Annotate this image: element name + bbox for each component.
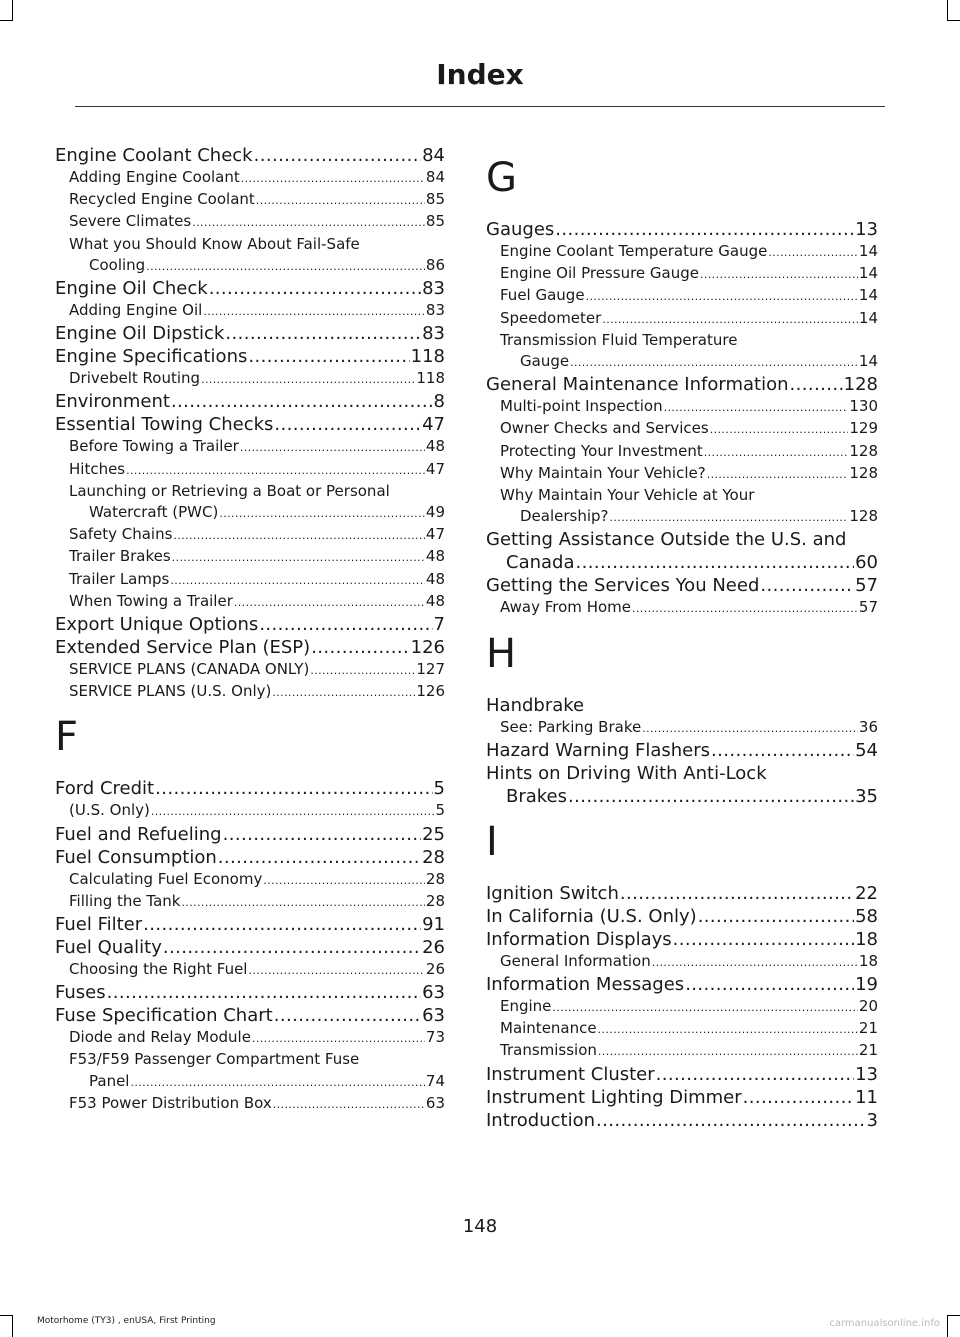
- page-reference: 84: [422, 145, 445, 166]
- page-reference: 20: [858, 997, 878, 1016]
- entry-label: Hazard Warning Flashers: [486, 739, 711, 761]
- page-reference: 129: [849, 419, 878, 438]
- entry-label: Maintenance: [500, 1019, 597, 1038]
- dot-leader: [555, 218, 854, 241]
- entry-label-continued: Dealership?: [520, 507, 609, 526]
- entry-label: SERVICE PLANS (CANADA ONLY): [69, 660, 310, 679]
- page-reference: 84: [425, 168, 445, 186]
- entry-label: Adding Engine Coolant: [69, 168, 240, 186]
- dot-leader: [656, 1063, 854, 1086]
- index-subentry-filling-the-tank[interactable]: [55, 891, 445, 913]
- entry-label: Drivebelt Routing: [69, 369, 201, 388]
- dot-leader: [642, 717, 858, 739]
- entry-label: Engine Oil Pressure Gauge: [500, 264, 699, 283]
- dot-leader: [632, 597, 858, 619]
- entry-label: Hitches: [69, 459, 126, 478]
- entry-label: F53 Power Distribution Box: [69, 1093, 272, 1112]
- page-reference: 118: [410, 346, 445, 368]
- index-subentry-f53-f59-passenger-compartment-fuse[interactable]: [55, 1049, 445, 1092]
- dot-leader: [596, 1109, 866, 1132]
- page-reference: 74: [425, 1071, 445, 1090]
- index-entry-instrument-lighting-dimmer[interactable]: [486, 1086, 878, 1109]
- index-subentry-why-maintain-your-vehicle[interactable]: [486, 463, 878, 485]
- index-subentry-speedometer[interactable]: [486, 308, 878, 330]
- index-subentry-engine[interactable]: [486, 996, 878, 1018]
- page-reference: 47: [422, 414, 445, 436]
- entry-label: Choosing the Right Fuel: [69, 960, 248, 979]
- entry-label: Instrument Lighting Dimmer: [486, 1086, 742, 1108]
- page-reference: 47: [425, 459, 445, 478]
- dot-leader: [620, 882, 854, 905]
- dot-leader: [711, 739, 854, 762]
- index-subentry-severe-climates[interactable]: [55, 211, 445, 233]
- page-reference: 63: [422, 1005, 445, 1027]
- entry-label: Fuel Filter: [55, 914, 143, 936]
- crop-mark-bottom-right-v: [947, 1315, 948, 1337]
- entry-label: Gauges: [486, 219, 555, 240]
- dot-leader: [707, 463, 849, 485]
- index-entry-getting-the-services-you-need[interactable]: [486, 574, 878, 597]
- page-reference: 126: [416, 682, 445, 701]
- index-entry-fuel-consumption[interactable]: [55, 846, 445, 869]
- entry-label: Getting the Services You Need: [486, 575, 760, 597]
- page-reference: 127: [416, 660, 445, 679]
- page-reference: 49: [425, 503, 445, 522]
- index-subentry-service-plans-canada-only[interactable]: [55, 659, 445, 681]
- page-reference: 54: [855, 739, 878, 761]
- page-reference: 36: [858, 717, 878, 736]
- dot-leader: [234, 591, 425, 613]
- page-title: Index: [436, 58, 524, 91]
- section-letter-g: G: [486, 155, 517, 201]
- entry-label: Why Maintain Your Vehicle at Your: [500, 486, 755, 505]
- index-subentry-f53-power-distribution-box[interactable]: [55, 1093, 445, 1115]
- section-letter-f: F: [55, 714, 79, 761]
- dot-leader: [602, 308, 858, 330]
- dot-leader: [172, 546, 425, 568]
- index-subentry-general-information[interactable]: [486, 951, 878, 973]
- page-reference: 13: [855, 1063, 878, 1085]
- page-reference: 63: [425, 1093, 445, 1112]
- entry-label: Fuel Consumption: [55, 846, 217, 868]
- entry-label: Engine Oil Dipstick: [55, 323, 225, 345]
- index-subentry-what-you-should-know-about-fail-safe[interactable]: [55, 234, 445, 277]
- entry-label-continued: Canada: [506, 552, 575, 574]
- entry-label: F53/F59 Passenger Compartment Fuse: [69, 1050, 360, 1069]
- dot-leader: [173, 524, 424, 546]
- dot-leader: [568, 785, 854, 808]
- page-reference: 83: [422, 323, 445, 345]
- index-entry-introduction[interactable]: [486, 1109, 878, 1132]
- crop-mark-top-right-v: [947, 0, 948, 20]
- page-number: 148: [462, 1216, 498, 1237]
- index-subentry-protecting-your-investment[interactable]: [486, 441, 878, 463]
- section-letter-h: H: [486, 630, 517, 677]
- entry-label: Recycled Engine Coolant: [69, 190, 255, 209]
- page-reference: 73: [425, 1028, 445, 1047]
- index-subentry-choosing-the-right-fuel[interactable]: [55, 959, 445, 981]
- dot-leader: [710, 418, 849, 440]
- index-subentry-safety-chains[interactable]: [55, 524, 445, 546]
- index-subentry-recycled-engine-coolant[interactable]: [55, 189, 445, 211]
- dot-leader: [146, 255, 425, 277]
- page-reference: 28: [425, 869, 445, 888]
- page-reference: 7: [433, 614, 445, 636]
- entry-label: Launching or Retrieving a Boat or Personal: [69, 481, 390, 500]
- dot-leader: [203, 300, 425, 322]
- index-subentry-launching-or-retrieving-a-boat-or-personal[interactable]: [55, 481, 445, 524]
- dot-leader: [310, 659, 415, 681]
- page-reference: 86: [425, 255, 445, 274]
- entry-label: General Information: [500, 951, 651, 970]
- page-reference: 128: [843, 374, 878, 396]
- page-reference: 14: [858, 242, 878, 260]
- watermark: carmanualsonline.info: [829, 1318, 940, 1329]
- dot-leader: [241, 167, 425, 189]
- index-subentry-adding-engine-oil[interactable]: [55, 300, 445, 322]
- index-subentry-u-s-only[interactable]: [55, 800, 445, 822]
- entry-label: Severe Climates: [69, 212, 192, 231]
- dot-leader: [685, 973, 854, 996]
- page-reference: 91: [422, 914, 445, 936]
- publication-footer: Motorhome (TY3) , enUSA, First Printing: [37, 1316, 216, 1326]
- entry-label: General Maintenance Information: [486, 374, 789, 396]
- dot-leader: [240, 436, 425, 458]
- dot-leader: [252, 1027, 425, 1049]
- dot-leader: [311, 636, 409, 659]
- index-entry-in-california-u-s-only[interactable]: [486, 905, 878, 928]
- page-reference: 14: [858, 352, 878, 371]
- section-letter-i: I: [486, 818, 498, 865]
- index-subentry-owner-checks-and-services[interactable]: [486, 418, 878, 440]
- index-subentry-engine-coolant-temperature-gauge[interactable]: [486, 241, 878, 263]
- index-subentry-diode-and-relay-module[interactable]: [55, 1027, 445, 1049]
- index-subentry-engine-oil-pressure-gauge[interactable]: [486, 263, 878, 285]
- index-subentry-adding-engine-coolant[interactable]: [55, 167, 445, 189]
- dot-leader: [698, 905, 854, 928]
- page-reference: 48: [425, 547, 445, 566]
- entry-label: Safety Chains: [69, 525, 173, 544]
- dot-leader: [704, 441, 849, 463]
- index-entry-fuse-specification-chart[interactable]: [55, 1004, 445, 1027]
- entry-label: (U.S. Only): [69, 801, 150, 820]
- index-column-left: [55, 144, 445, 1115]
- entry-label: Export Unique Options: [55, 614, 259, 636]
- index-subentry-service-plans-u-s-only[interactable]: [55, 681, 445, 703]
- page-reference: 48: [425, 569, 445, 588]
- index-subentry-calculating-fuel-economy[interactable]: [55, 869, 445, 891]
- entry-label: Fuel and Refueling: [55, 823, 222, 845]
- dot-leader: [274, 1004, 421, 1027]
- index-subentry-drivebelt-routing[interactable]: [55, 368, 445, 390]
- index-entry-gauges[interactable]: [486, 218, 878, 241]
- entry-label: Engine: [500, 997, 552, 1016]
- entry-label: Away From Home: [500, 598, 631, 617]
- dot-leader: [586, 285, 858, 307]
- dot-leader: [254, 144, 421, 167]
- page-reference: 19: [855, 974, 878, 996]
- index-subentry-before-towing-a-trailer[interactable]: [55, 436, 445, 458]
- dot-leader: [274, 413, 421, 436]
- crop-mark-bottom-left-h: [0, 1315, 13, 1316]
- index-subentry-why-maintain-your-vehicle-at-your[interactable]: [486, 485, 878, 528]
- dot-leader: [743, 1086, 854, 1109]
- page-reference: 18: [858, 951, 878, 970]
- crop-mark-top-right-h: [947, 20, 960, 21]
- dot-leader: [219, 502, 425, 524]
- page-reference: 26: [425, 960, 445, 979]
- index-entry-environment[interactable]: [55, 390, 445, 413]
- dot-leader: [163, 936, 421, 959]
- entry-label: Before Towing a Trailer: [69, 437, 239, 456]
- dot-leader: [576, 551, 855, 574]
- page-reference: 26: [422, 937, 445, 959]
- page-reference: 128: [849, 463, 878, 482]
- dot-leader: [256, 189, 425, 211]
- page-reference: 83: [422, 278, 445, 300]
- entry-label: Engine Coolant Check: [55, 145, 253, 166]
- dot-leader: [700, 263, 858, 285]
- page-reference: 58: [855, 905, 878, 927]
- page-reference: 47: [425, 525, 445, 544]
- index-subentry-multi-point-inspection[interactable]: [486, 396, 878, 418]
- entry-label: Environment: [55, 391, 170, 413]
- dot-leader: [598, 1018, 858, 1040]
- entry-label: Engine Coolant Temperature Gauge: [500, 242, 768, 260]
- page-reference: 14: [858, 264, 878, 283]
- entry-label: Fuel Quality: [55, 937, 162, 959]
- index-entry-ford-credit[interactable]: [55, 777, 445, 800]
- entry-label-continued: Brakes: [506, 785, 568, 807]
- index-entry-ignition-switch[interactable]: [486, 882, 878, 905]
- page-reference: 48: [425, 437, 445, 456]
- crop-mark-bottom-left-v: [12, 1315, 13, 1337]
- page-reference: 18: [855, 928, 878, 950]
- page-reference: 63: [422, 982, 445, 1004]
- page-reference: 57: [858, 598, 878, 617]
- entry-label-continued: Panel: [89, 1071, 130, 1090]
- index-entry-engine-coolant-check[interactable]: [55, 144, 445, 167]
- page-reference: 8: [433, 391, 445, 413]
- index-entry-fuses[interactable]: [55, 981, 445, 1004]
- dot-leader: [263, 869, 425, 891]
- dot-leader: [273, 1093, 425, 1115]
- index-subentry-when-towing-a-trailer[interactable]: [55, 591, 445, 613]
- page-reference: 14: [858, 286, 878, 305]
- index-subentry-see-parking-brake[interactable]: [486, 717, 878, 739]
- entry-label: Instrument Cluster: [486, 1063, 655, 1085]
- entry-label: Transmission Fluid Temperature: [500, 330, 738, 349]
- dot-leader: [768, 241, 858, 263]
- index-entry-handbrake[interactable]: Handbrake: [486, 694, 585, 716]
- page-reference: 5: [435, 801, 445, 820]
- title-divider: [75, 106, 885, 107]
- entry-label: Adding Engine Oil: [69, 301, 203, 320]
- dot-leader: [225, 322, 421, 345]
- dot-leader: [610, 506, 849, 528]
- index-column-right: [486, 144, 878, 1132]
- entry-label: Calculating Fuel Economy: [69, 869, 263, 888]
- index-subentry-fuel-gauge[interactable]: [486, 285, 878, 307]
- index-entry-general-maintenance-information[interactable]: [486, 373, 878, 396]
- entry-label: Trailer Brakes: [69, 547, 171, 566]
- dot-leader: [107, 981, 421, 1004]
- dot-leader: [552, 996, 857, 1018]
- dot-leader: [181, 891, 424, 913]
- page-reference: 5: [433, 778, 445, 800]
- entry-label: Essential Towing Checks: [55, 414, 274, 436]
- index-entry-getting-assistance-outside-the-u-s-and[interactable]: [486, 528, 878, 574]
- index-entry-engine-oil-dipstick[interactable]: [55, 322, 445, 345]
- page-reference: 25: [422, 823, 445, 845]
- dot-leader: [218, 846, 421, 869]
- index-subentry-trailer-lamps[interactable]: [55, 569, 445, 591]
- dot-leader: [126, 459, 425, 481]
- dot-leader: [223, 823, 422, 846]
- page-reference: 126: [410, 637, 445, 659]
- crop-mark-top-left-h: [0, 20, 13, 21]
- index-subentry-hitches[interactable]: [55, 459, 445, 481]
- page-reference: 21: [858, 1041, 878, 1060]
- dot-leader: [673, 928, 854, 951]
- entry-label: Filling the Tank: [69, 891, 181, 910]
- entry-label: When Towing a Trailer: [69, 591, 233, 610]
- page-reference: 11: [855, 1086, 878, 1108]
- entry-label: Diode and Relay Module: [69, 1028, 251, 1047]
- page-reference: 28: [422, 846, 445, 868]
- index-subentry-transmission-fluid-temperature[interactable]: [486, 330, 878, 373]
- entry-label: Information Messages: [486, 974, 685, 996]
- entry-label: Information Displays: [486, 928, 672, 950]
- index-entry-information-messages[interactable]: [486, 973, 878, 996]
- entry-label: Multi-point Inspection: [500, 397, 663, 416]
- entry-label: SERVICE PLANS (U.S. Only): [69, 682, 272, 701]
- index-entry-fuel-and-refueling[interactable]: [55, 823, 445, 846]
- dot-leader: [790, 373, 843, 396]
- page-reference: 128: [849, 507, 878, 526]
- entry-label: Transmission: [500, 1041, 597, 1060]
- entry-label: Fuel Gauge: [500, 286, 585, 305]
- page-reference: 85: [425, 212, 445, 231]
- dot-leader: [171, 390, 433, 413]
- index-entry-export-unique-options[interactable]: [55, 613, 445, 636]
- entry-label: Why Maintain Your Vehicle?: [500, 463, 706, 482]
- page-reference: 128: [849, 441, 878, 460]
- dot-leader: [130, 1071, 424, 1093]
- entry-label: Getting Assistance Outside the U.S. and: [486, 529, 847, 551]
- index-entry-engine-specifications[interactable]: [55, 345, 445, 368]
- entry-label-continued: Cooling: [89, 255, 146, 274]
- entry-label: Owner Checks and Services: [500, 419, 709, 438]
- dot-leader: [151, 800, 435, 822]
- entry-label: See: Parking Brake: [500, 717, 642, 736]
- dot-leader: [192, 211, 425, 233]
- dot-leader: [570, 351, 858, 373]
- dot-leader: [201, 368, 415, 390]
- page-reference: 118: [416, 369, 445, 388]
- page-reference: 85: [425, 190, 445, 209]
- dot-leader: [760, 574, 854, 597]
- page-reference: 130: [849, 397, 878, 416]
- crop-mark-top-left-v: [12, 0, 13, 20]
- page-reference: 13: [855, 219, 878, 240]
- dot-leader: [209, 277, 421, 300]
- dot-leader: [143, 913, 421, 936]
- page-reference: 60: [855, 552, 878, 574]
- entry-label: Fuses: [55, 982, 106, 1004]
- dot-leader: [598, 1040, 858, 1062]
- entry-label-continued: Gauge: [520, 352, 570, 371]
- page-reference: 21: [858, 1019, 878, 1038]
- entry-label: Speedometer: [500, 308, 602, 327]
- index-entry-fuel-quality[interactable]: [55, 936, 445, 959]
- index-entry-extended-service-plan-esp[interactable]: [55, 636, 445, 659]
- dot-leader: [170, 569, 425, 591]
- entry-label: Fuse Specification Chart: [55, 1005, 273, 1027]
- index-entry-essential-towing-checks[interactable]: [55, 413, 445, 436]
- entry-label: Hints on Driving With Anti-Lock: [486, 762, 767, 784]
- page-reference: 3: [866, 1109, 878, 1131]
- index-subentry-away-from-home[interactable]: [486, 597, 878, 619]
- index-entry-instrument-cluster[interactable]: [486, 1063, 878, 1086]
- crop-mark-bottom-right-h: [947, 1315, 960, 1316]
- entry-label: In California (U.S. Only): [486, 905, 697, 927]
- index-entry-information-displays[interactable]: [486, 928, 878, 951]
- index-entry-hints-on-driving-with-anti-lock[interactable]: [486, 762, 878, 808]
- page-reference: 14: [858, 308, 878, 327]
- entry-label-continued: Watercraft (PWC): [89, 503, 219, 522]
- entry-label: Trailer Lamps: [69, 569, 170, 588]
- dot-leader: [248, 345, 409, 368]
- index-entry-engine-oil-check[interactable]: [55, 277, 445, 300]
- entry-label: What you Should Know About Fail-Safe: [69, 234, 360, 253]
- index-subentry-maintenance[interactable]: [486, 1018, 878, 1040]
- dot-leader: [259, 613, 432, 636]
- dot-leader: [155, 777, 432, 800]
- entry-label: Introduction: [486, 1109, 596, 1131]
- page-reference: 35: [855, 785, 878, 807]
- index-entry-hazard-warning-flashers[interactable]: [486, 739, 878, 762]
- dot-leader: [652, 951, 858, 973]
- entry-label: Extended Service Plan (ESP): [55, 637, 311, 659]
- page-reference: 57: [855, 575, 878, 597]
- index-subentry-transmission[interactable]: [486, 1040, 878, 1062]
- entry-label: Protecting Your Investment: [500, 441, 703, 460]
- dot-leader: [664, 396, 849, 418]
- entry-label: Engine Specifications: [55, 346, 248, 368]
- page-reference: 22: [855, 882, 878, 904]
- entry-label: Ignition Switch: [486, 882, 619, 904]
- dot-leader: [248, 959, 424, 981]
- index-entry-fuel-filter[interactable]: [55, 913, 445, 936]
- page-reference: 83: [425, 301, 445, 320]
- dot-leader: [272, 681, 415, 703]
- page-reference: 28: [425, 891, 445, 910]
- entry-label: Engine Oil Check: [55, 278, 208, 300]
- entry-label: Ford Credit: [55, 778, 155, 800]
- index-subentry-trailer-brakes[interactable]: [55, 546, 445, 568]
- page-reference: 48: [425, 591, 445, 610]
